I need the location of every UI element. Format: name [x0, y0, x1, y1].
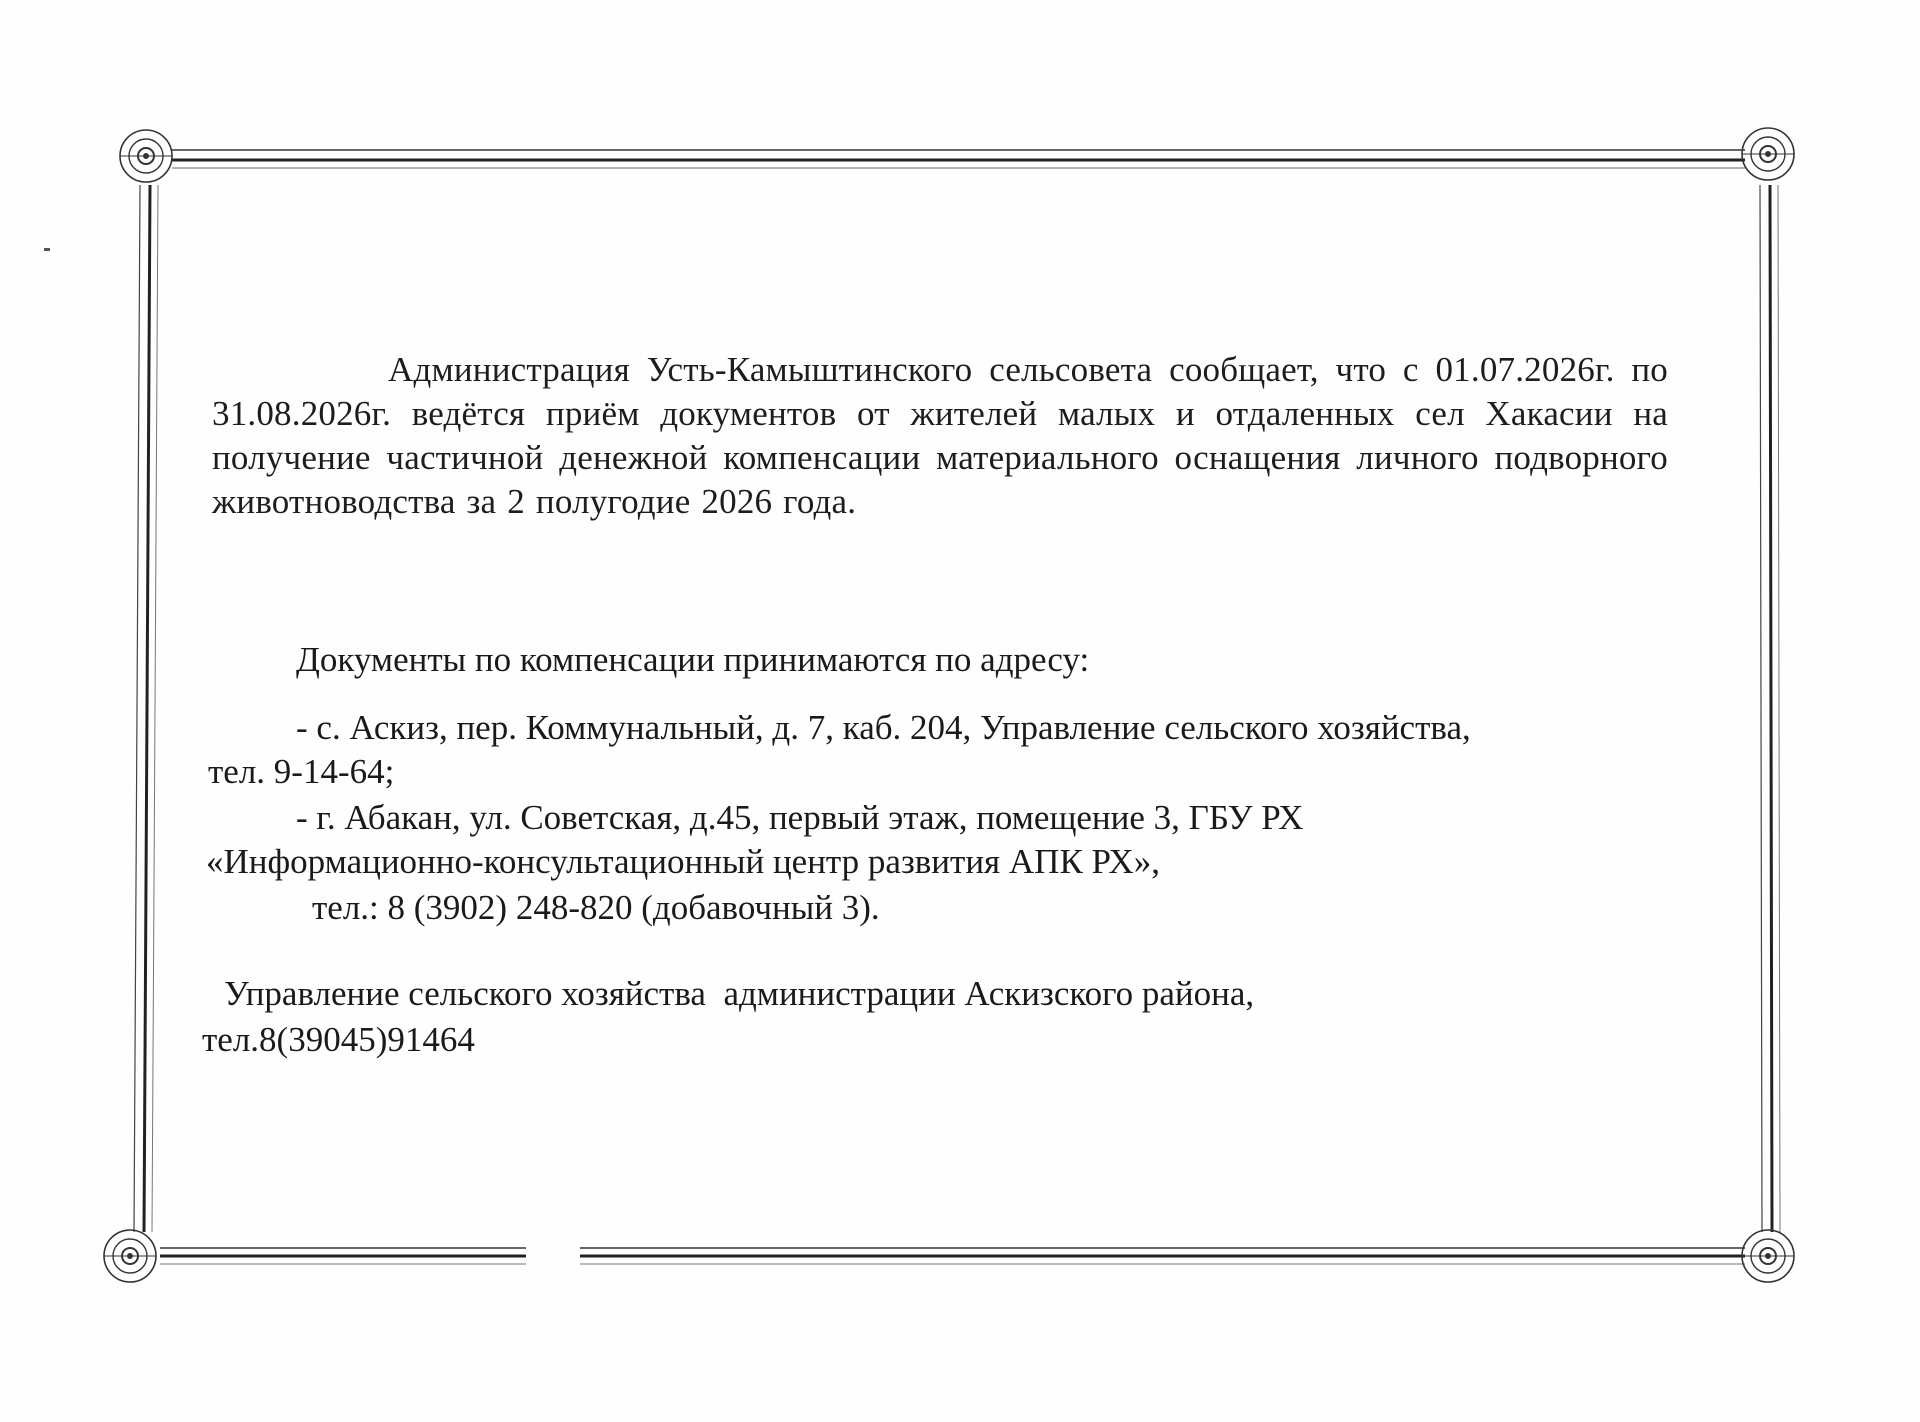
address-2-phone: тел.: 8 (3902) 248-820 (добавочный 3). [312, 888, 880, 927]
documents-heading: Документы по компенсации принимаются по адресу: [296, 640, 1090, 679]
scan-speck [44, 248, 50, 251]
notice-paragraph: Администрация Усть-Камыштинского сельсовета сообщает, что с 01.07.2026г. по 31.08.2026г. ведётся приём документов от жителей малых и отдаленных сел Хакасии на получение частичной денежной компенсации материального оснащения личного подворного животноводства за 2 полугодие 2026 года. [212, 350, 1668, 521]
address-1-phone: тел. 9-14-64; [208, 752, 395, 791]
corner-ornament-top-left [120, 130, 172, 182]
corner-ornament-bottom-right [1742, 1230, 1794, 1282]
corner-ornament-bottom-left [104, 1230, 156, 1282]
corner-ornament-top-right [1742, 128, 1794, 180]
address-2-line-2: «Информационно-консультационный центр развития АПК РХ», [206, 842, 1161, 881]
address-1-line-1: - с. Аскиз, пер. Коммунальный, д. 7, каб. 204, Управление сельского хозяйства, [296, 708, 1471, 747]
department-phone: тел.8(39045)91464 [202, 1020, 475, 1059]
department-name: Управление сельского хозяйства администрации Аскизского района, [224, 974, 1255, 1013]
address-2-line-1: - г. Абакан, ул. Советская, д.45, первый этаж, помещение 3, ГБУ РХ [296, 798, 1304, 837]
